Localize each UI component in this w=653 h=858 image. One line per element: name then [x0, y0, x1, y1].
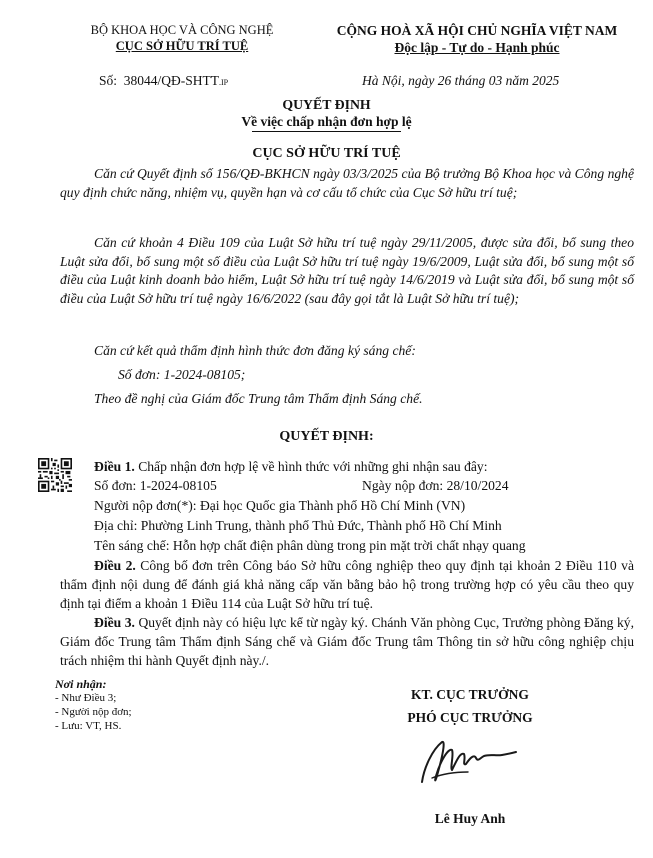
receivers-heading: Nơi nhận:: [55, 677, 107, 691]
issuer-block: [62, 22, 302, 54]
applicant: Người nộp đơn(*): Đại học Quốc gia Thành phố Hồ Chí Minh (VN): [94, 498, 466, 513]
department-name: CỤC SỞ HỮU TRÍ TUỆ: [115, 39, 249, 53]
preamble-basis-1: Căn cứ Quyết định số 156/QĐ-BKHCN ngày 03/3/2025 của Bộ trưởng Bộ Khoa học và Công nghệ quy định chức năng, nhiệm vụ, quyền hạn và cơ cấu tổ chức của Cục Sở hữu trí tuệ;: [60, 166, 634, 200]
national-header: [318, 22, 636, 56]
ministry-name: BỘ KHOA HỌC VÀ CÔNG NGHỆ: [90, 23, 274, 37]
article-3: [60, 613, 634, 670]
applicant-address: Địa chỉ: Phường Linh Trung, thành phố Thủ Đức, Thành phố Hồ Chí Minh: [94, 518, 502, 533]
article-1: [94, 458, 487, 475]
date-place: Hà Nội, ngày 26 tháng 03 năm 2025: [362, 73, 560, 88]
receiver-item: - Lưu: VT, HS.: [55, 720, 122, 732]
article-1-text: Chấp nhận đơn hợp lệ về hình thức với những ghi nhận sau đây:: [138, 459, 488, 474]
article-1-label: Điều 1.: [94, 459, 135, 474]
document-number-label: Số:: [99, 73, 118, 88]
signer-name: Lê Huy Anh: [434, 811, 506, 826]
document-number-value: 38044/QĐ-SHTT: [123, 73, 220, 88]
document-number-suffix: .IP: [219, 78, 229, 87]
signer-title-1: KT. CỤC TRƯỞNG: [411, 687, 529, 702]
article-3-text: Quyết định này có hiệu lực kể từ ngày ký. Chánh Văn phòng Cục, Trưởng phòng Đăng ký, Giám đốc Trung tâm Thẩm định Sáng chế và Giám đốc Trung tâm Thông tin sở hữu công nghiệp chịu trách nhiệm thi hành Quyết định này./.: [60, 615, 634, 668]
document-number: [99, 72, 228, 91]
article-2-label: Điều 2.: [94, 558, 136, 573]
article-2-text: Công bố đơn trên Công báo Sở hữu công nghiệp theo quy định tại khoản 2 Điều 110 và thẩm định nội dung để đánh giá khả năng cấp văn bằng bảo hộ trong trường hợp có yêu cầu theo quy định tại điểm a khoản 1 Điều 114 của Luật Sở hữu trí tuệ.: [60, 558, 634, 611]
authority-heading: CỤC SỞ HỮU TRÍ TUỆ: [252, 146, 401, 161]
qr-code-icon: [38, 458, 72, 492]
article-3-label: Điều 3.: [94, 615, 135, 630]
nation-name: CỘNG HOÀ XÃ HỘI CHỦ NGHĨA VIỆT NAM: [336, 23, 618, 38]
subtitle-underline: [252, 131, 401, 132]
preamble-proposal: Theo đề nghị của Giám đốc Trung tâm Thẩm định Sáng chế.: [94, 391, 423, 406]
receiver-item: - Người nộp đơn;: [55, 706, 132, 718]
document-subtitle: Về việc chấp nhận đơn hợp lệ: [241, 114, 412, 129]
handwritten-signature: [412, 728, 522, 790]
receiver-item: - Như Điều 3;: [55, 692, 117, 704]
invention-title: Tên sáng chế: Hỗn hợp chất điện phân dùng trong pin mặt trời chất nhạy quang: [94, 538, 526, 553]
application-number: Số đơn: 1-2024-08105: [94, 478, 217, 493]
preamble-basis-3: Căn cứ kết quả thẩm định hình thức đơn đăng ký sáng chế:: [94, 343, 416, 358]
filing-date: Ngày nộp đơn: 28/10/2024: [362, 478, 509, 493]
receivers-block: [55, 677, 132, 733]
national-motto: Độc lập - Tự do - Hạnh phúc: [394, 40, 560, 55]
decision-heading: QUYẾT ĐỊNH:: [279, 429, 374, 444]
preamble-app-number: Số đơn: 1-2024-08105;: [118, 367, 246, 382]
preamble-basis-2: Căn cứ khoản 4 Điều 109 của Luật Sở hữu trí tuệ ngày 29/11/2005, được sửa đổi, bổ sung theo Luật sửa đổi, bổ sung một số điều của Luật Sở hữu trí tuệ ngày 19/6/2009, Luật sửa đổi, bổ sung một số điều của Luật kinh doanh bảo hiểm, Luật Sở hữu trí tuệ ngày 14/6/2019 và Luật sửa đổi, bổ sung một số điều của Luật Sở hữu trí tuệ ngày 16/6/2022 (sau đây gọi tắt là Luật Sở hữu trí tuệ);: [60, 235, 634, 306]
signer-title-2: PHÓ CỤC TRƯỞNG: [407, 710, 533, 725]
document-title: QUYẾT ĐỊNH: [282, 97, 371, 112]
article-2: [60, 556, 634, 613]
